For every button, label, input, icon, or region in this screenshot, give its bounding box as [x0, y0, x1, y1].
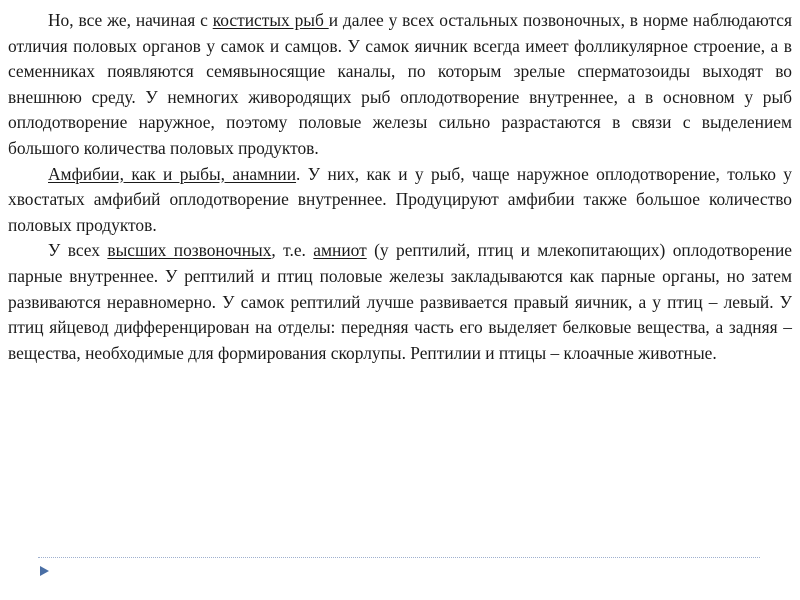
- text-segment: , т.е.: [271, 240, 314, 261]
- text-segment: . У них, как и у рыб, чаще наружное оплодотворение, только у хвостатых амфибий оплодотворение внутреннее. Продуцируют амфибии также большое количество половых продуктов.: [8, 163, 792, 235]
- slide-text-body: [8, 8, 792, 366]
- text-segment: Но, все же, начиная с: [48, 10, 213, 30]
- footer-divider: [38, 557, 760, 558]
- text-segment: и далее у всех остальных позвоночных, в норме наблюдаются отличия половых органов у самок и самцов. У самок яичник всегда имеет фолликулярное строение, а в семенниках появляются семявыносящие каналы, по которым зрелые сперматозоиды выходят во внешнюю среду. У немногих живородящих рыб оплодотворение внутреннее, а в основном у рыб оплодотворение наружное, поэтому половые железы сильно разрастаются в связи с выделением большого количества половых продуктов.: [8, 10, 793, 158]
- triangle-right-icon: [38, 565, 50, 577]
- underlined-term-amniotes: амниот: [313, 240, 367, 261]
- paragraph-higher-vertebrates: [8, 238, 792, 366]
- underlined-term-amphibians-anamnia: Амфибии, как и рыбы, анамнии: [48, 163, 297, 184]
- paragraph-amphibians: [8, 162, 792, 239]
- underlined-term-bony-fish: костистых рыб: [212, 10, 329, 30]
- text-segment: У всех: [48, 240, 108, 261]
- underlined-term-higher-vertebrates: высших позвоночных: [107, 240, 272, 261]
- paragraph-bony-fish: [8, 8, 792, 162]
- text-segment: (у рептилий, птиц и млекопитающих) оплодотворение парные внутреннее. У рептилий и птиц половые железы закладываются как парные органы, но затем развиваются неравномерно. У самок рептилий лучше развивается правый яичник, а у птиц – левый. У птиц яйцевод дифференцирован на отделы: передняя часть его выделяет белковые вещества, а задняя – вещества, необходимые для формирования скорлупы. Рептилии и птицы – клоачные животные.: [8, 240, 793, 363]
